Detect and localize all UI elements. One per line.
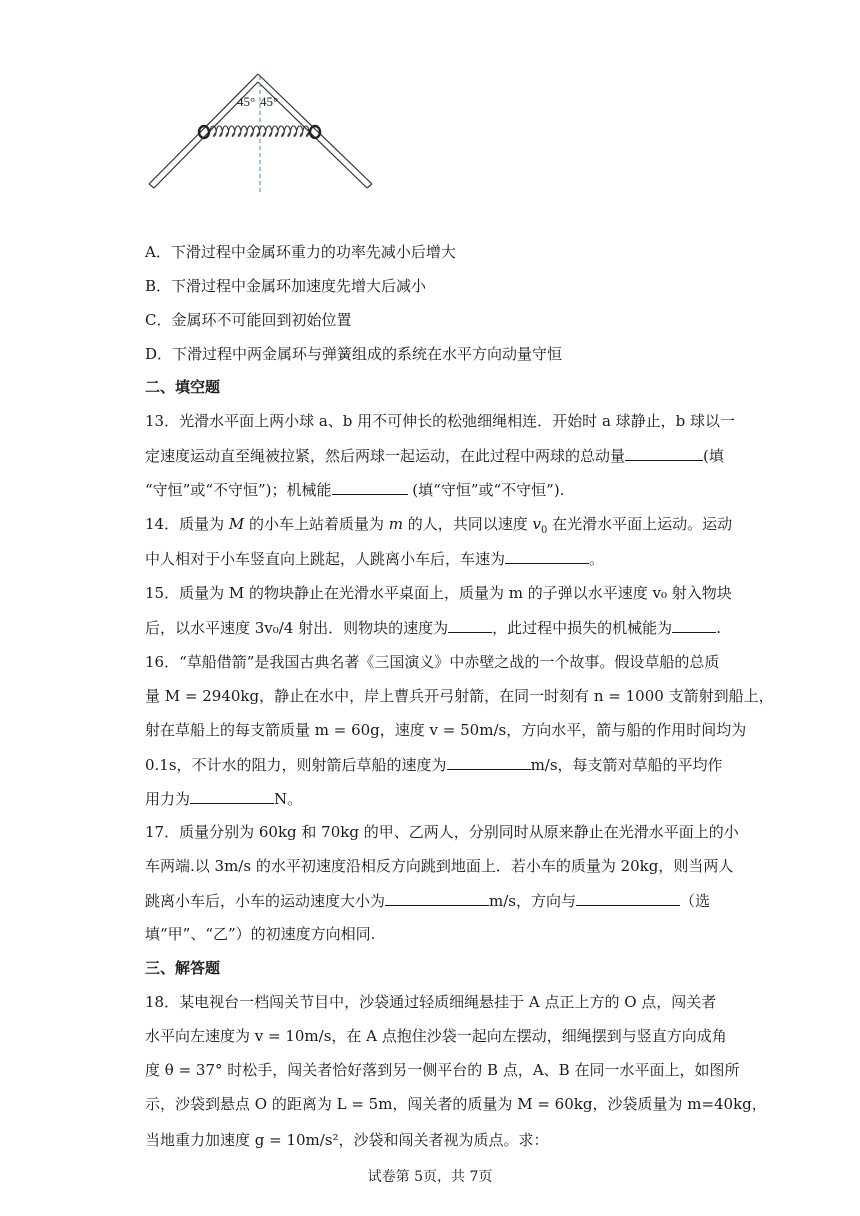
option-a: A．下滑过程中金属环重力的功率先减小后增大: [145, 243, 456, 261]
q17-line3: [145, 890, 725, 911]
q16-line4: [145, 754, 725, 775]
q18-line4: 示，沙袋到悬点 O 的距离为 L = 5m，闯关者的质量为 M = 60kg，沙袋质量为 m=40kg，: [145, 1095, 767, 1113]
answer-blank: [576, 890, 680, 906]
option-d: D．下滑过程中两金属环与弹簧组成的系统在水平方向动量守恒: [145, 345, 563, 363]
q16-text: N。: [274, 790, 303, 808]
q17-line4: 填“甲”、“乙”）的初速度方向相同.: [145, 925, 376, 943]
q14-text: 。: [589, 550, 605, 568]
q13-text: (填“守恒”或“不守恒”).: [407, 481, 565, 499]
answer-blank: [190, 788, 274, 804]
q17-line1: 17．质量分别为 60kg 和 70kg 的甲、乙两人，分别同时从原来静止在光滑水平面上的小: [145, 823, 739, 841]
q17-text: m/s，方向与: [489, 892, 576, 910]
var-m: m: [388, 515, 403, 533]
q13-line1: 13．光滑水平面上两小球 a、b 用不可伸长的松弛细绳相连．开始时 a 球静止，b 球以一: [145, 412, 736, 430]
answer-blank: [385, 890, 489, 906]
q13-text: 定速度运动直至绳被拉紧，然后两球一起运动，在此过程中两球的总动量: [145, 447, 626, 465]
q16-line2: 量 M = 2940kg，静止在水中，岸上曹兵开弓射箭，在同一时刻有 n = 1000 支箭射到船上，: [145, 687, 774, 705]
answer-blank: [505, 548, 589, 564]
var-v0: v: [532, 515, 542, 533]
q14-text: 在光滑水平面上运动。运动: [547, 515, 733, 533]
angle-right-label: 45°: [260, 94, 279, 109]
q15-line2: [145, 617, 725, 638]
q17-text: 跳离小车后，小车的运动速度大小为: [145, 892, 386, 910]
q14-text: 的小车上站着质量为: [244, 515, 389, 533]
q14-line2: [145, 548, 725, 569]
q16-text: m/s，每支箭对草船的平均作: [530, 756, 723, 774]
q16-line5: [145, 788, 725, 809]
q16-text: 0.1s，不计水的阻力，则射箭后草船的速度为: [145, 756, 447, 774]
q18-line1: 18．某电视台一档闯关节目中，沙袋通过轻质细绳悬挂于 A 点正上方的 O 点，闯关者: [145, 993, 717, 1011]
q15-line1: 15．质量为 M 的物块静止在光滑水平桌面上，质量为 m 的子弹以水平速度 v₀ 射入物块: [145, 584, 732, 602]
option-c: C．金属环不可能回到初始位置: [145, 311, 352, 329]
answer-blank: [672, 617, 716, 633]
answer-blank: [625, 445, 703, 461]
q17-line2: 车两端.以 3m/s 的水平初速度沿相反方向跳到地面上．若小车的质量为 20kg，则当两人: [145, 857, 734, 875]
q16-line3: 射在草船上的每支箭质量 m = 60g，速度 v = 50m/s，方向水平，箭与船的作用时间均为: [145, 721, 747, 739]
q13-text: “守恒”或“不守恒”)；机械能: [145, 481, 332, 499]
q15-text: .: [716, 619, 721, 637]
q14-text: 14．质量为: [145, 515, 229, 533]
angle-left-label: 45°: [237, 94, 256, 109]
q13-line3: [145, 479, 725, 500]
q18-line2: 水平向左速度为 v = 10m/s，在 A 点抱住沙袋一起向左摆动，细绳摆到与竖直方向成角: [145, 1027, 727, 1045]
section-fill-blank-title: 二、填空题: [145, 378, 221, 396]
q18-line5: 当地重力加速度 g = 10m/s²，沙袋和闯关者视为质点。求：: [145, 1131, 549, 1149]
q13-text: (填: [703, 447, 724, 465]
var-v0-sub: 0: [541, 525, 548, 536]
q13-line2: [145, 445, 725, 466]
answer-blank: [448, 617, 492, 633]
answer-blank: [332, 479, 408, 495]
q14-text: 中人相对于小车竖直向上跳起，人跳离小车后，车速为: [145, 550, 506, 568]
page-footer: 试卷第 5页，共 7页: [367, 1169, 493, 1185]
q14-line1: [145, 514, 733, 541]
q16-text: 用力为: [145, 790, 191, 808]
rods-spring-diagram: [140, 66, 380, 196]
option-b: B．下滑过程中金属环加速度先增大后减小: [145, 277, 427, 295]
var-M: M: [228, 515, 245, 533]
rods-spring-figure: [140, 66, 380, 196]
q18-line3: 度 θ = 37° 时松手，闯关者恰好落到另一侧平台的 B 点，A、B 在同一水平面上，如图所: [145, 1061, 740, 1079]
section-answer-title: 三、解答题: [145, 959, 221, 977]
q17-text: （选: [680, 892, 711, 910]
answer-blank: [447, 754, 531, 770]
q15-text: ，此过程中损失的机械能为: [492, 619, 673, 637]
q16-line1: 16．“草船借箭”是我国古典名著《三国演义》中赤壁之战的一个故事。假设草船的总质: [145, 653, 720, 671]
q14-text: 的人，共同以速度: [403, 515, 533, 533]
q15-text: 后，以水平速度 3v₀/4 射出．则物块的速度为: [145, 619, 449, 637]
